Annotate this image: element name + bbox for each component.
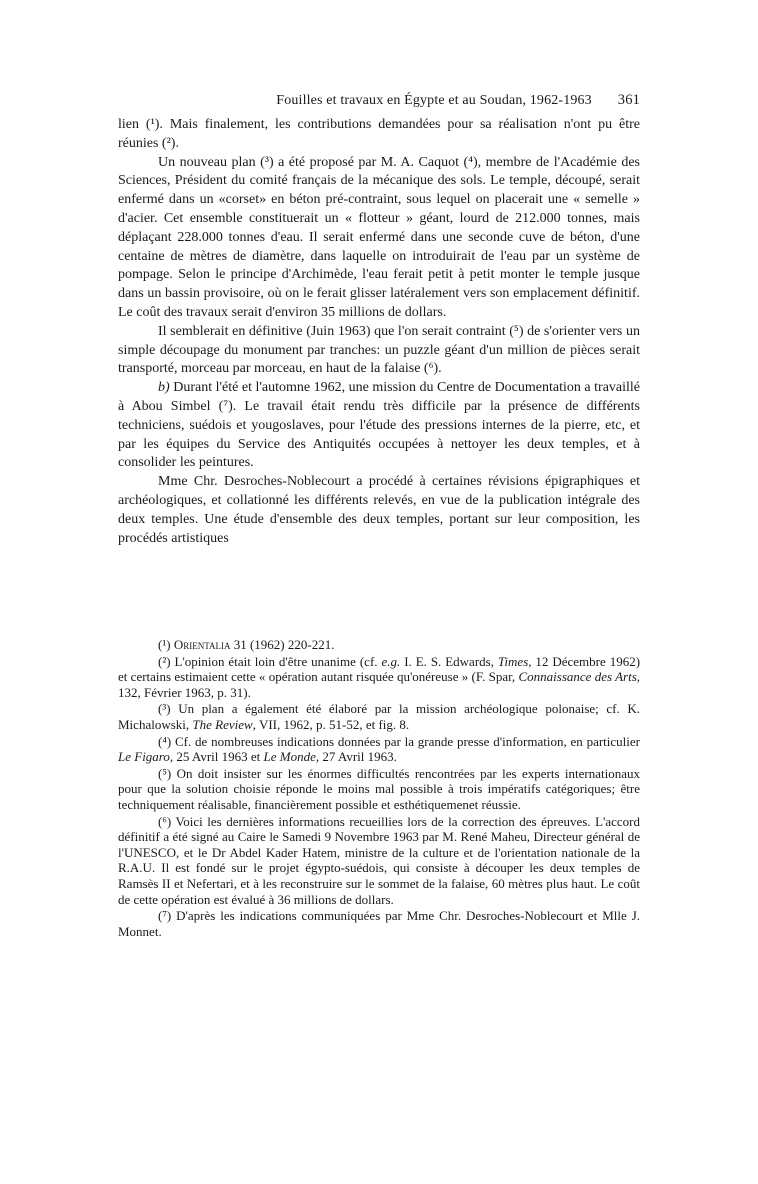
footnote-7-text: D'après les indications communiquées par Mme Chr. Desroches-Noblecourt et Mlle J. Monnet. xyxy=(118,908,641,939)
footnote-3 xyxy=(118,701,640,732)
footnote-4-text-c: , 27 Avril 1963. xyxy=(315,749,397,765)
footnote-1-mark: (¹) xyxy=(158,637,171,652)
footnote-3-review: The Review xyxy=(192,716,253,732)
footnotes xyxy=(118,637,640,940)
footnote-3-mark: (³) xyxy=(158,701,171,717)
paragraph-4 xyxy=(118,379,640,473)
footnote-2 xyxy=(118,654,640,701)
footnote-1 xyxy=(118,637,640,653)
paragraph-2: Un nouveau plan (³) a été proposé par M. A. Caquot (⁴), membre de l'Académie des Sciences, Président du comité français de la mécanique des sols. Le temple, découpé, serait enfermé dans un «corset» en béton pré-contraint, sous lequel on placerait une « semelle » d'acier. Cet ensemble constituerait un « flotteur » géant, lourd de 212.000 tonnes, mais déplaçant 228.000 tonnes d'eau. Il serait enfermé dans une seconde cuve de béton, d'une centaine de mètres de diamètre, dans laquelle on introduirait de l'eau par un système de pompage. Selon le principe d'Archimède, l'eau ferait petit à petit monter le temple jusque dans un bassin provisoire, où on le ferait glisser latéralement vers son emplacement définitif. Le coût des travaux serait d'environ 35 millions de dollars. xyxy=(118,154,640,320)
section-label: b) xyxy=(158,380,170,396)
footnote-6-text: Voici les dernières informations recueillies lors de la correction des épreuves. L'accord définitif a été signé au Caire le Samedi 9 Novembre 1963 par M. René Maheu, Directeur général de l'UNESCO, et le Dr Abdel Kader Hatem, ministre de la culture et de l'orientation nationale de la R.A.U. Il est fondé sur le projet égypto-suédois, qui consiste à découper les deux temples de Ramsès II et Nefertari, et à les reconstruire sur le sommet de la falaise, 60 mètres plus haut. Le coût de cette opération est évalué à 36 millions de dollars. xyxy=(118,813,640,907)
footnote-2-text-a: L'opinion était loin d'être unanime (cf. xyxy=(174,653,378,669)
footnote-4-mark: (⁴) xyxy=(158,733,172,749)
footnote-1-text: 31 (1962) 220-221. xyxy=(233,637,335,652)
paragraph-4-text: Durant l'été et l'automne 1962, une mission du Centre de Documentation a travaillé à Abou Simbel (⁷). Le travail était rendu très difficile par la présence de différents techniciens, suédois et yougoslaves, pour l'étude des pressions internes de la pierre, etc, et par les équipes du Service des Antiquités occupées à nettoyer les deux temples, et à consolider les peintures. xyxy=(118,380,641,471)
footnote-5 xyxy=(118,766,640,813)
paragraph-1: lien (¹). Mais finalement, les contributions demandées pour sa réalisation n'ont pu être réunies (²). xyxy=(118,117,640,151)
footnote-2-connaissance: Connaissance des Arts xyxy=(518,669,637,685)
body-text xyxy=(118,116,640,548)
footnote-5-mark: (⁵) xyxy=(158,765,172,781)
footnote-4-text-b: , 25 Avril 1963 et xyxy=(169,749,261,765)
footnote-6 xyxy=(118,814,640,908)
footnote-4-figaro: Le Figaro xyxy=(118,749,170,765)
footnote-2-eg: e.g. xyxy=(381,653,401,669)
page xyxy=(118,92,641,939)
footnote-4-monde: Le Monde xyxy=(263,749,316,765)
footnote-5-text: On doit insister sur les énormes difficultés rencontrées par les experts internationaux pour que la solution choisie réponde le moins mal possible à trois impératifs catégoriques; être techniquement réalisable, financièrement possible et esthétiquemenet réussie. xyxy=(118,765,640,812)
footnote-2-text-b: I. E. S. Edwards, xyxy=(404,653,494,669)
running-head xyxy=(118,92,640,116)
footnote-4-text-a: Cf. de nombreuses indications données par la grande presse d'information, en particulier xyxy=(175,733,640,749)
footnote-2-times: Times xyxy=(497,653,529,669)
page-number: 361 xyxy=(617,92,640,108)
footnote-2-mark: (²) xyxy=(158,653,171,669)
footnote-1-journal: Orientalia xyxy=(173,637,231,652)
footnote-3-text-b: , VII, 1962, p. 51-52, et fig. 8. xyxy=(252,716,410,732)
footnote-7-mark: (⁷) xyxy=(158,908,172,924)
footnote-2-text-c: , 12 Décembre 1962) et certains estimaient cette « opération autant risquée qu'onéreuse » (F. Spar, xyxy=(118,653,641,685)
footnote-3-text-a: Un plan a également été élaboré par la mission archéologique polonaise; cf. K. Michalowski, xyxy=(118,701,640,732)
footnote-7 xyxy=(118,908,640,939)
footnote-2-text-d: , 132, Février 1963, p. 31). xyxy=(118,669,641,700)
footnote-4 xyxy=(118,734,640,765)
running-title: Fouilles et travaux en Égypte et au Soudan, 1962-1963 xyxy=(276,93,592,108)
footnote-6-mark: (⁶) xyxy=(158,813,172,829)
paragraph-5: Mme Chr. Desroches-Noblecourt a procédé à certaines révisions épigraphiques et archéologiques, et collationné les différents relevés, en vue de la publication intégrale des deux temples. Une étude d'ensemble des deux temples, portant sur leur composition, les procédés artistiques xyxy=(118,474,640,546)
paragraph-3: Il semblerait en définitive (Juin 1963) que l'on serait contraint (⁵) de s'orienter vers un simple découpage du monument par tranches: un puzzle géant d'un million de pièces serait transporté, morceau par morceau, en haut de la falaise (⁶). xyxy=(118,323,640,377)
